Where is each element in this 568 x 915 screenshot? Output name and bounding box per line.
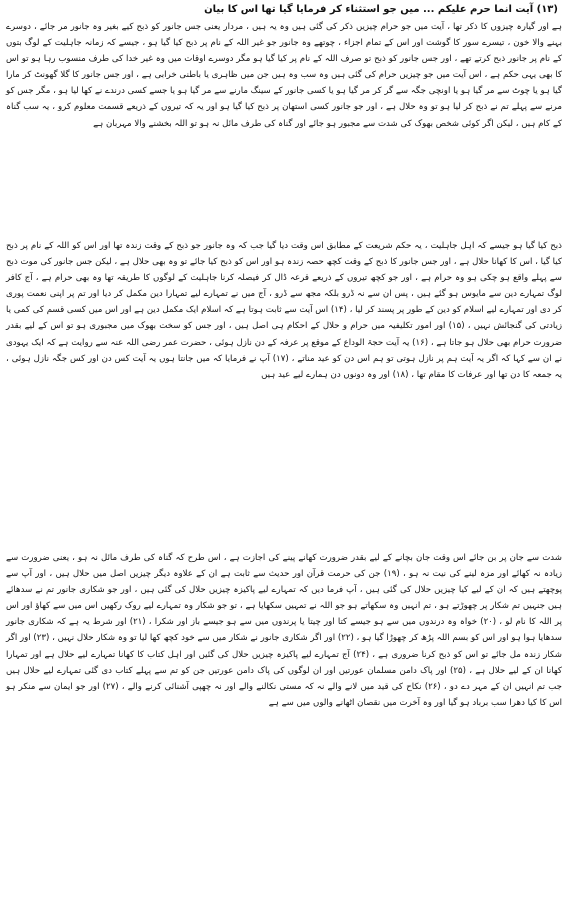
paragraph-1-text: ہے اور گیارہ چیزوں کا ذکر تھا ، آیت میں جو حرام چیزیں ذکر کی گئی ہیں وہ یہ ہیں ، مردار یعنی جس جانور کو ذبح کیے بغیر وہ جانور مر جائے ، دوسرے بہنے والا خون ، تیسرے سور کا گوشت اور اس کے تمام اجزاء ، چوتھے وہ جانور جو غیر اللہ کے نام پر ذبح کیا گیا ہو ، جیسے کہ زمانہ جاہلیت کے لوگ بتوں کے نام پر جانور ذبح کرتے تھے ، اور جس جانور کو ذبح تو صرف اللہ کے نام پر کیا گیا ہو مگر دوسرے اوقات میں وہ غیر خدا کی طرف منسوب رہا ہو تو اس کا بھی یہی حکم ہے ، اس آیت میں جو چیزیں حرام کی گئی ہیں وہ سب وہ ہیں جن میں ظاہری یا باطنی خرابی ہے ، اور جس جانور کا گلا گھونٹ کر مارا گیا ہو یا چوٹ سے مر گیا ہو یا اونچی جگہ سے گر کر مر گیا ہو یا کسی جانور کے سینگ مارنے سے مر گیا ہو یا جسے کسی درندے نے کھا لیا ہو ، مگر جس کو مرنے سے پہلے تم نے ذبح کر لیا ہو تو وہ حلال ہے ، اور جو جانور کسی استھان پر ذبح کیا گیا ہو اور یہ کہ تیروں کے ذریعے قسمت معلوم کرو ، یہ سب گناہ کے کام ہیں ، لیکن اگر کوئی شخص بھوک کی شدت سے مجبور ہو جائے اور گناہ کی طرف مائل نہ ہو تو اللہ بخشنے والا مہربان ہے [6,22,562,129]
paragraph-2-text: ذبح کیا گیا ہو جیسے کہ اہل جاہلیت ، یہ حکم شریعت کے مطابق اس وقت دیا گیا جب کہ وہ جانور جو ذبح کے وقت زندہ تھا اور اس کو اللہ کے نام پر ذبح کیا گیا ، اس کا کھانا حلال ہے ، اور جس جانور کا ذبح کے وقت کچھ حصہ زندہ ہو اور اس کو ذبح کیا جائے تو وہ بھی حلال ہے ، لیکن جس جانور کی موت ذبح سے پہلے واقع ہو چکی ہو وہ حرام ہے ، اور جو کچھ تیروں کے ذریعے قرعہ ڈال کر فیصلہ کرنا جاہلیت کے لوگوں کا طریقہ تھا وہ بھی حرام ہے ، آج کافر لوگ تمہارے دین سے مایوس ہو گئے ہیں ، پس ان سے نہ ڈرو بلکہ مجھ سے ڈرو ، آج میں نے تمہارے لیے تمہارا دین مکمل کر دیا اور تم پر اپنی نعمت پوری کر دی اور تمہارے لیے اسلام کو دین کے طور پر پسند کر لیا ، (۱۴) اس آیت سے ثابت ہوتا ہے کہ اسلام ایک مکمل دین ہے اور اس میں کسی قسم کی کمی یا زیادتی کی گنجائش نہیں ، (۱۵) اور امور تکلیفیہ میں حرام و حلال کے احکام ہی اصل ہیں ، اور جس کو سخت بھوک میں مجبوری ہو تو اس کے لیے بقدر ضرورت حرام بھی حلال ہو جاتا ہے ، (۱۶) یہ آیت حجۃ الوداع کے موقع پر عرفہ کے دن نازل ہوئی ، حضرت عمر رضی اللہ عنہ سے روایت ہے کہ ایک یہودی نے ان سے کہا کہ اگر یہ آیت ہم پر نازل ہوتی تو ہم اس دن کو عید مناتے ، (۱۷) آپ نے فرمایا کہ میں جانتا ہوں یہ آیت کس دن اور کس جگہ نازل ہوئی ، یہ جمعہ کا دن تھا اور عرفات کا مقام تھا ، (۱۸) اور وہ دونوں دن ہمارے لیے عید ہیں [6,241,562,380]
paragraph-1 [4,2,564,228]
paragraph-2 [4,238,564,544]
document-page [4,2,564,913]
paragraph-3 [4,550,564,890]
paragraph-3-text: شدت سے جان پر بن جائے اس وقت جان بچانے کے لیے بقدر ضرورت کھانے پینے کی اجازت ہے ، اس طرح کہ گناہ کی طرف مائل نہ ہو ، یعنی ضرورت سے زیادہ نہ کھائے اور مزہ لینے کی نیت نہ ہو ، (۱۹) جن کی حرمت قرآن اور حدیث سے ثابت ہے ان کے علاوہ دیگر چیزیں اصل میں حلال ہیں ، اور آپ سے پوچھتے ہیں کہ ان کے لیے کیا چیزیں حلال کی گئی ہیں ، آپ فرما دیں کہ تمہارے لیے پاکیزہ چیزیں حلال کی گئی ہیں ، اور جو شکاری جانور تم نے سدھائے ہیں جنہیں تم شکار پر چھوڑتے ہو ، تم انہیں وہ سکھاتے ہو جو اللہ نے تمہیں سکھایا ہے ، تو جو شکار وہ تمہارے لیے روک رکھیں اس میں سے کھاؤ اور اس پر اللہ کا نام لو ، (۲۰) خواہ وہ درندوں میں سے ہو جیسے کتا اور چیتا یا پرندوں میں سے ہو جیسے باز اور شکرا ، (۲۱) اور شرط یہ ہے کہ شکاری جانور سدھایا ہوا ہو اور اس کو بسم اللہ پڑھ کر چھوڑا گیا ہو ، (۲۲) اور اگر شکاری جانور نے شکار میں سے خود کچھ کھا لیا تو وہ شکار حلال نہیں ، (۲۳) اور اگر شکار زندہ مل جائے تو اس کو ذبح کرنا ضروری ہے ، (۲۴) آج تمہارے لیے پاکیزہ چیزیں حلال کی گئیں اور اہل کتاب کا کھانا تمہارے لیے حلال ہے اور تمہارا کھانا ان کے لیے حلال ہے ، (۲۵) اور پاک دامن مسلمان عورتیں اور ان لوگوں کی پاک دامن عورتیں جن کو تم سے پہلے کتاب دی گئی تمہارے لیے حلال ہیں جب تم انہیں ان کے مہر دے دو ، (۲۶) نکاح کی قید میں لانے والے نہ کہ مستی نکالنے والے اور نہ چھپی آشنائی کرنے والے ، (۲۷) اور جو ایمان سے منکر ہو اس کا کیا دھرا سب برباد ہو گیا اور وہ آخرت میں نقصان اٹھانے والوں میں سے ہے [6,553,563,708]
section-heading: (۱۳) آیت انما حرم علیکم ... میں جو استثناء کر فرمایا گیا تھا اس کا بیان [204,4,558,15]
